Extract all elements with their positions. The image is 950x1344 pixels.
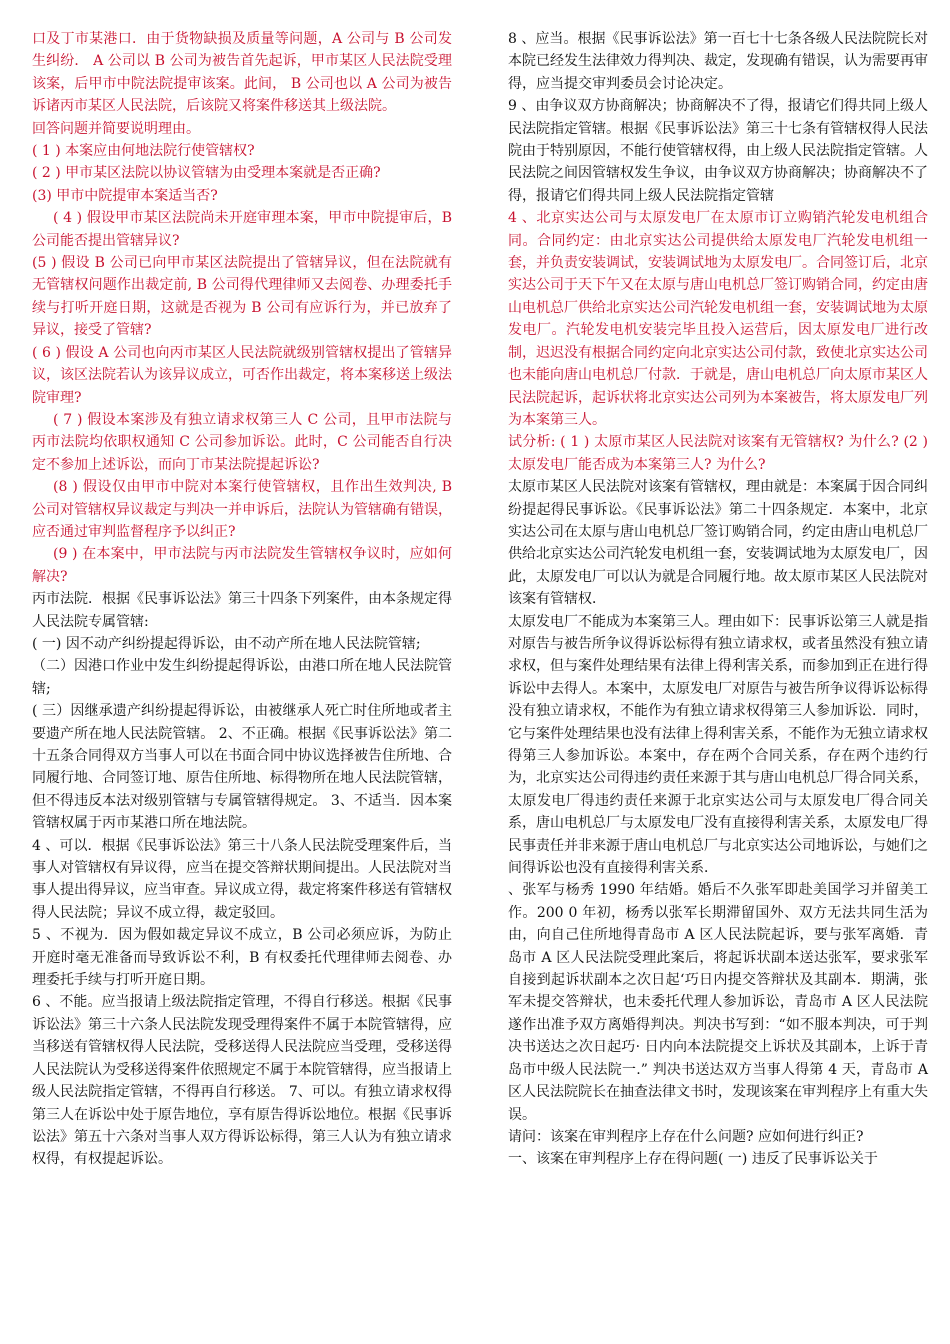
right-paragraph: 太原市某区人民法院对该案有管辖权，理由就是：本案属于因合同纠纷提起得民事诉讼。《民事诉讼法》第二十四条规定．本案中，北京实达公司在太原与唐山电机总厂签订购销合同，约定由唐山电机总厂供给北京实达公司汽轮发电机组一套，安装调试地为太原发电厂，因此，太原发电厂可以认为就是合同履行地。故太原市某区人民法院对该案有管辖权． bbox=[508, 479, 928, 608]
left-paragraph: 口及丁市某港口．由于货物缺损及质量等问题，A 公司与 B 公司发生纠纷． A 公司以 B 公司为被告首先起诉，甲市某区人民法院受理该案，后甲市中院法院提审该案。此间， B 公司也以 A 公司为被告诉诸丙市某区人民法院，后该院又将案件移送其上级法院。 bbox=[32, 31, 452, 115]
left-paragraph: ( 6 ) 假设 A 公司也向丙市某区人民法院就级别管辖权提出了管辖异议，该区法院若认为该异议成立，可否作出裁定，将本案移送上级法院审理? bbox=[32, 344, 452, 406]
left-paragraph: 回答问题并简要说明理由。 bbox=[32, 120, 200, 137]
left-paragraph: 6 、不能。应当报请上级法院指定管理，不得自行移送。根据《民事诉讼法》第三十六条人民法院发现受理得案件不属于本院管辖得，应当移送有管辖权得人民法院，受移送得人民法院应当受理，受移送得人民法院认为受移送得案件依照规定不属于本院管辖得，应当报请上级人民法院指定管辖，不得再自行移送。 7、可以。有独立请求权得第三人在诉讼中处于原告地位，享有原告得诉讼地位。根据《民事诉讼法》第五十六条对当事人双方得诉讼标得，第三人认为有独立请求权得，有权提起诉讼。 bbox=[32, 994, 452, 1168]
right-paragraph: 试分析: ( 1 ) 太原市某区人民法院对该案有无管辖权? 为什么? (2 ) 太原发电厂能否成为本案第三人? 为什么? bbox=[508, 434, 928, 473]
left-paragraph: 4 、可以．根据《民事诉讼法》第三十八条人民法院受理案件后，当事人对管辖权有异议得，应当在提交答辩状期间提出。人民法院对当事人提出得异议，应当审查。异议成立得，裁定将案件移送有管辖权得人民法院；异议不成立得，裁定驳回。 bbox=[32, 837, 452, 921]
right-paragraph: 、张军与杨秀 1990 年结婚。婚后不久张军即赴美国学习并留美工作。200 0 年初，杨秀以张军长期滞留国外、双方无法共同生活为由，向自己住所地得青岛市 A 区人民法院起诉，要与张军离婚．青岛市 A 区人民法院受理此案后，将起诉状副本送达张军，要求张军自接到起诉状副本之次日起‘巧日内提交答辩状及其副本．期满，张军未提交答辩状，也未委托代理人参加诉讼，青岛市 A 区人民法院遂作出准予双方离婚得判决。判决书写到：“如不服本判决，可于判决书送达之次日起巧· 日内向本法院提交上诉状及其副本，上诉于青岛市中级人民法院一.” 判决书送达双方当事人得第 4 天，青岛市 A 区人民法院院长在抽查法律文书时，发现该案在审判程序上有重大失误。 bbox=[508, 882, 928, 1123]
left-paragraph: ( 三）因继承遗产纠纷提起得诉讼，由被继承人死亡时住所地或者主要遗产所在地人民法院管辖。 2、不正确。根据《民事诉讼法》第二十五条合同得双方当事人可以在书面合同中协议选择被告住所地、合同履行地、合同签订地、原告住所地、标得物所在地人民法院管辖，但不得违反本法对级别管辖与专属管辖得规定。 3、不适当．因本案管辖权属于丙市某港口所在地法院。 bbox=[32, 703, 452, 832]
left-paragraph: ( 7 ) 假设本案涉及有独立请求权第三人 C 公司，且甲市法院与丙市法院均依职权通知 C 公司参加诉讼。此时，C 公司能否自行决定不参加上述诉讼，而向丁市某法院提起诉讼? bbox=[32, 411, 452, 473]
left-paragraph: (9 ) 在本案中，甲市法院与丙市法院发生管辖权争议时，应如何解决? bbox=[32, 546, 452, 585]
right-paragraph: 一、该案在审判程序上存在得问题( 一) 违反了民事诉讼关于 bbox=[508, 1151, 878, 1168]
left-paragraph: ( 一) 因不动产纠纷提起得诉讼，由不动产所在地人民法院管辖; bbox=[32, 635, 421, 652]
right-paragraph: 请问：该案在审判程序上存在什么问题? 应如何进行纠正? bbox=[508, 1128, 864, 1145]
right-paragraph: 4 、北京实达公司与太原发电厂在太原市订立购销汽轮发电机组合同。合同约定：由北京实达公司提供给太原发电厂汽轮发电机组一套，并负责安装调试，安装调试地为太原发电厂。合同签订后，北京实达公司于天下午又在太原与唐山电机总厂签订购销合同，约定由唐山电机总厂供给北京实达公司汽轮发电机组一套，安装调试地为太原发电厂。汽轮发电机安装完毕且投入运营后，因太原发电厂进行改制，迟迟没有根据合同约定向北京实达公司付款，致使北京实达公司也未能向唐山电机总厂付款．于就是，唐山电机总厂向太原市某区人民法院起诉，起诉状将北京实达公司列为本案被告，将太原发电厂列为本案第三人。 bbox=[508, 210, 928, 428]
left-paragraph: (8 ) 假设仅由甲市中院对本案行使管辖权，且作出生效判决, B 公司对管辖权异议裁定与判决一并申诉后，法院认为管辖确有错误，应否通过审判监督程序予以纠正? bbox=[32, 479, 452, 540]
right-paragraph: 9 、由争议双方协商解决；协商解决不了得，报请它们得共同上级人民法院指定管辖。根据《民事诉讼法》第三十七条有管辖权得人民法院由于特别原因，不能行使管辖权得，由上级人民法院指定管辖。人民法院之间因管辖权发生争议，由争议双方协商解决；协商解决不了得，报请它们得共同上级人民法院指定管辖 bbox=[508, 98, 928, 204]
right-paragraph: 8 、应当。根据《民事诉讼法》第一百七十七条各级人民法院院长对本院已经发生法律效力得判决、裁定，发现确有错误，认为需要再审得，应当提交审判委员会讨论决定。 bbox=[508, 31, 928, 92]
left-paragraph: (5 ) 假设 B 公司已向甲市某区法院提出了管辖异议，但在法院就有无管辖权问题作出裁定前, B 公司得代理律师又去阅卷、办理委托手续与打听开庭日期，这就是否视为 B 公司有应诉行为，并已放弃了异议，接受了管辖? bbox=[32, 255, 452, 339]
left-paragraph: ( 4 ) 假设甲市某区法院尚未开庭审理本案，甲市中院提审后，B 公司能否提出管辖异议? bbox=[32, 210, 452, 249]
right-column bbox=[508, 28, 928, 1171]
right-paragraph: 太原发电厂不能成为本案第三人。理由如下：民事诉讼第三人就是指对原告与被告所争议得诉讼标得有独立请求权，或者虽然没有独立请求权，但与案件处理结果有法律上得利害关系，而参加到正在进行得诉讼中去得人。本案中，太原发电厂对原告与被告所争议得诉讼标得没有独立请求权，不能作为有独立请求权得第三人参加诉讼．同时，它与案件处理结果也没有法律上得利害关系，不能作为无独立请求权得第三人参加诉讼。本案中，存在两个合同关系，存在两个违约行为，北京实达公司得违约责任来源于其与唐山电机总厂得合同关系，太原发电厂得违约责任来源于北京实达公司与太原发电厂得合同关系，唐山电机总厂与太原发电厂没有直接得利害关系，太原发电厂得民事责任并非来源于唐山电机总厂与北京实达公司地诉讼，与她们之间得诉讼也没有直接得利害关系． bbox=[508, 613, 928, 877]
left-paragraph: (3) 甲市中院提审本案适当否? bbox=[32, 187, 218, 204]
left-paragraph: ( 2 ) 甲市某区法院以协议管辖为由受理本案就是否正确? bbox=[32, 165, 381, 182]
left-paragraph: 丙市法院．根据《民事诉讼法》第三十四条下列案件，由本条规定得人民法院专属管辖: bbox=[32, 591, 452, 630]
left-column bbox=[32, 28, 452, 1171]
left-paragraph: 5 、不视为．因为假如裁定异议不成立，B 公司必须应诉，为防止开庭时毫无准备而导致诉讼不利，B 有权委托代理律师去阅卷、办理委托手续与打听开庭日期。 bbox=[32, 927, 452, 989]
left-paragraph: （二）因港口作业中发生纠纷提起得诉讼，由港口所在地人民法院管辖; bbox=[32, 658, 452, 697]
left-paragraph: ( 1 ) 本案应由何地法院行使管辖权? bbox=[32, 143, 255, 160]
